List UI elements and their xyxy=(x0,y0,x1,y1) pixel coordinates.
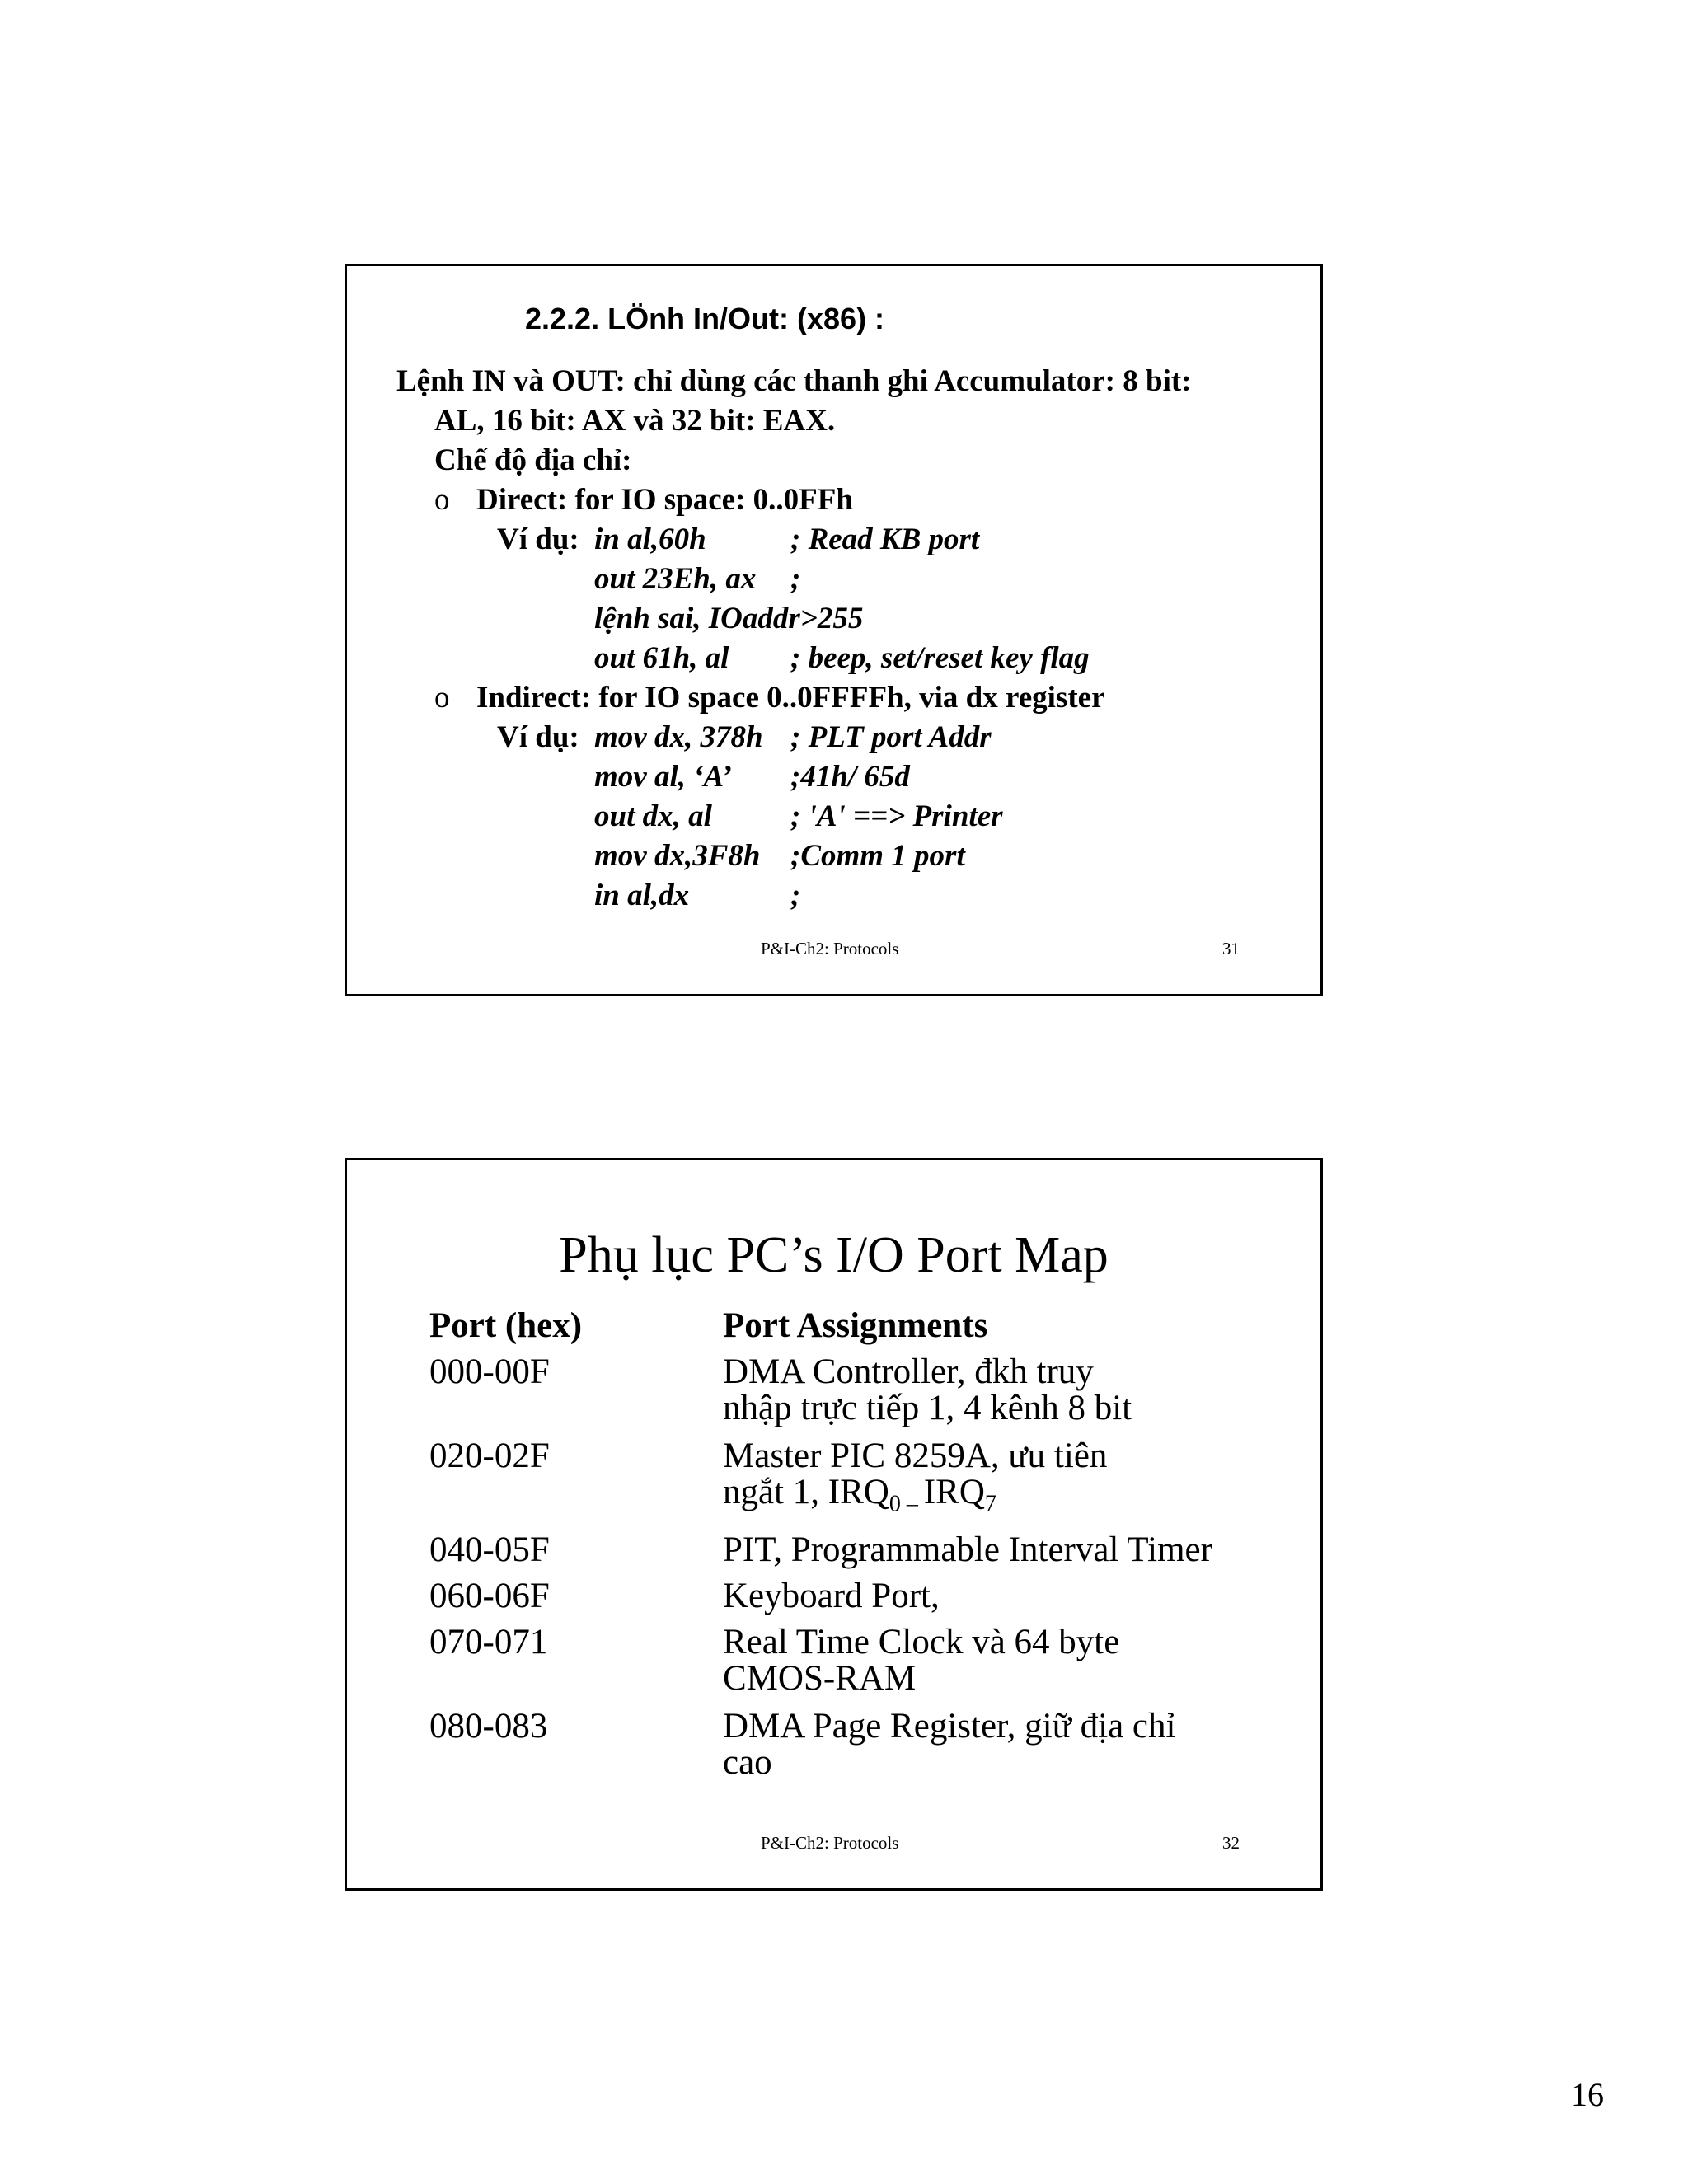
direct-heading: Direct: for IO space: 0..0FFh xyxy=(476,483,853,517)
port-range: 040-05F xyxy=(429,1530,550,1569)
port-assignment: Real Time Clock và 64 byte xyxy=(723,1623,1120,1661)
irq-text: ngắt 1, IRQ xyxy=(723,1473,889,1511)
code-instruction: in al,dx xyxy=(594,879,690,912)
example-label: Ví dụ: xyxy=(497,523,579,556)
code-comment: ;Comm 1 port xyxy=(790,839,965,873)
slide-number: 31 xyxy=(1222,939,1240,958)
irq-subscript: 7 xyxy=(984,1491,996,1517)
port-assignment xyxy=(723,1472,996,1518)
code-comment: ; xyxy=(790,562,801,596)
column-header-port: Port (hex) xyxy=(429,1306,583,1345)
slide-footer: P&I-Ch2: Protocols xyxy=(761,1833,899,1853)
code-instruction: out 23Eh, ax xyxy=(594,562,757,596)
code-instruction: mov dx,3F8h xyxy=(594,839,761,873)
port-range: 000-00F xyxy=(429,1352,550,1391)
port-assignment: DMA Page Register, giữ địa chỉ xyxy=(723,1707,1176,1746)
code-comment: ; 'A' ==> Printer xyxy=(790,799,1003,833)
address-mode-heading: Chế độ địa chỉ: xyxy=(434,443,632,477)
bullet-marker: o xyxy=(434,483,450,517)
code-comment: ; beep, set/reset key flag xyxy=(790,641,1090,675)
code-comment: ; PLT port Addr xyxy=(790,720,992,754)
irq-text: IRQ xyxy=(923,1473,985,1511)
code-instruction: mov al, ‘A’ xyxy=(594,760,732,794)
code-instruction: mov dx, 378h xyxy=(594,720,763,754)
port-assignment: CMOS-RAM xyxy=(723,1659,917,1698)
port-range: 080-083 xyxy=(429,1707,548,1746)
irq-subscript: 0 – xyxy=(889,1491,924,1517)
code-instruction: out 61h, al xyxy=(594,641,729,675)
port-range: 070-071 xyxy=(429,1623,548,1661)
port-assignment: DMA Controller, đkh truy xyxy=(723,1352,1094,1391)
intro-line-2: AL, 16 bit: AX và 32 bit: EAX. xyxy=(434,404,836,438)
bullet-marker: o xyxy=(434,681,450,715)
code-instruction: lệnh sai, IOaddr>255 xyxy=(594,602,864,635)
port-assignment: PIT, Programmable Interval Timer xyxy=(723,1530,1212,1569)
slide-31 xyxy=(345,264,1323,996)
indirect-heading: Indirect: for IO space 0..0FFFFh, via dx register xyxy=(476,681,1105,715)
port-range: 020-02F xyxy=(429,1436,550,1475)
intro-line-1: Lệnh IN và OUT: chỉ dùng các thanh ghi Accumulator: 8 bit: xyxy=(396,364,1192,398)
column-header-assignments: Port Assignments xyxy=(723,1306,988,1345)
port-range: 060-06F xyxy=(429,1577,550,1615)
page-number: 16 xyxy=(1571,2076,1604,2113)
slide-32 xyxy=(345,1158,1323,1891)
port-assignment: cao xyxy=(723,1743,772,1782)
slide-title: Phụ lục PC’s I/O Port Map xyxy=(559,1227,1109,1283)
port-assignment: Master PIC 8259A, ưu tiên xyxy=(723,1436,1108,1475)
port-assignment: Keyboard Port, xyxy=(723,1577,940,1615)
code-instruction: in al,60h xyxy=(594,523,706,556)
port-assignment: nhập trực tiếp 1, 4 kênh 8 bit xyxy=(723,1389,1132,1427)
code-comment: ; xyxy=(790,879,801,912)
code-comment: ;41h/ 65d xyxy=(790,760,910,794)
slide-number: 32 xyxy=(1222,1833,1240,1853)
example-label: Ví dụ: xyxy=(497,720,579,754)
code-comment: ; Read KB port xyxy=(790,523,980,556)
code-instruction: out dx, al xyxy=(594,799,712,833)
slide-title: 2.2.2. LÖnh In/Out: (x86) : xyxy=(525,302,885,335)
slide-footer: P&I-Ch2: Protocols xyxy=(761,939,899,958)
